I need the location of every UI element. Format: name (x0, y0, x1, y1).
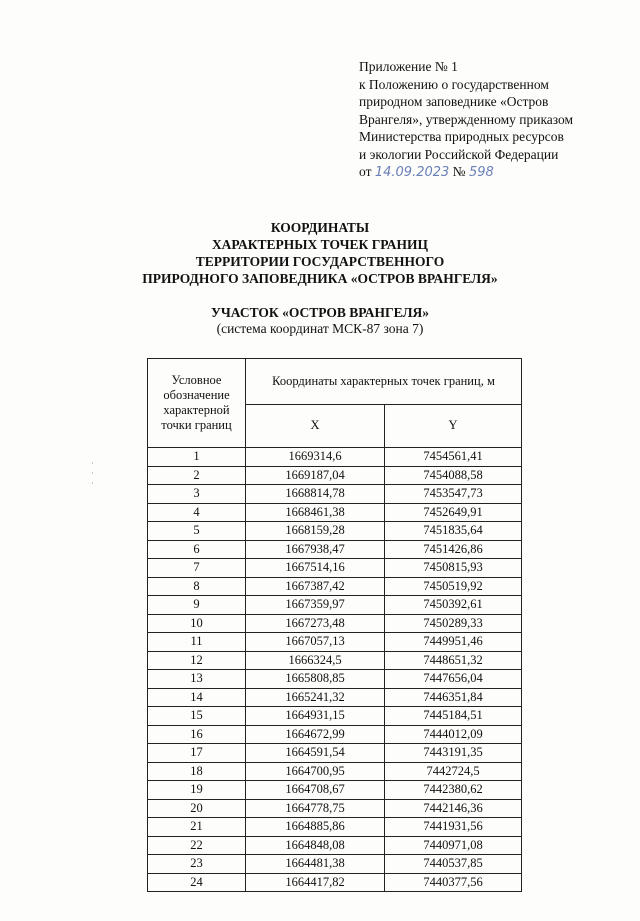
point-number: 15 (148, 707, 246, 726)
point-number: 22 (148, 836, 246, 855)
y-coordinate: 7442724,5 (385, 762, 522, 781)
column-header-point: Условное обозначение характерной точки границ (148, 359, 246, 448)
point-number: 11 (148, 633, 246, 652)
x-coordinate: 1668814,78 (246, 485, 385, 504)
point-number: 5 (148, 522, 246, 541)
point-number: 14 (148, 688, 246, 707)
table-body (148, 448, 522, 892)
y-coordinate: 7446351,84 (385, 688, 522, 707)
x-coordinate: 1664885,86 (246, 818, 385, 837)
y-coordinate: 7442380,62 (385, 781, 522, 800)
y-coordinate: 7440537,85 (385, 855, 522, 874)
point-number: 12 (148, 651, 246, 670)
table-row (148, 651, 522, 670)
table-row (148, 688, 522, 707)
table-row (148, 503, 522, 522)
order-number: 598 (468, 165, 494, 180)
y-coordinate: 7451835,64 (385, 522, 522, 541)
x-coordinate: 1668159,28 (246, 522, 385, 541)
table-row (148, 540, 522, 559)
y-coordinate: 7453547,73 (385, 485, 522, 504)
appendix-line: Врангеля», утвержденному приказом (359, 111, 574, 127)
x-coordinate: 1664672,99 (246, 725, 385, 744)
table-row (148, 762, 522, 781)
table-row (148, 873, 522, 892)
table-row (148, 744, 522, 763)
table-row (148, 836, 522, 855)
table-row (148, 781, 522, 800)
title-line: ТЕРРИТОРИИ ГОСУДАРСТВЕННОГО (195, 254, 445, 269)
x-coordinate: 1664708,67 (246, 781, 385, 800)
x-coordinate: 1667273,48 (246, 614, 385, 633)
table-row (148, 522, 522, 541)
appendix-header (359, 58, 573, 182)
order-number-label: № (452, 164, 466, 179)
x-coordinate: 1664591,54 (246, 744, 385, 763)
point-number: 4 (148, 503, 246, 522)
y-coordinate: 7440377,56 (385, 873, 522, 892)
y-coordinate: 7441931,56 (385, 818, 522, 837)
column-header-coordinates: Координаты характерных точек границ, м (246, 359, 522, 405)
y-coordinate: 7443191,35 (385, 744, 522, 763)
column-header-y: Y (385, 404, 522, 448)
table-row (148, 577, 522, 596)
table-row (148, 559, 522, 578)
x-coordinate: 1664848,08 (246, 836, 385, 855)
point-number: 13 (148, 670, 246, 689)
y-coordinate: 7454561,41 (385, 448, 522, 467)
table-row (148, 596, 522, 615)
x-coordinate: 1664481,38 (246, 855, 385, 874)
y-coordinate: 7444012,09 (385, 725, 522, 744)
x-coordinate: 1667057,13 (246, 633, 385, 652)
point-number: 18 (148, 762, 246, 781)
y-coordinate: 7450815,93 (385, 559, 522, 578)
table-row (148, 614, 522, 633)
x-coordinate: 1664931,15 (246, 707, 385, 726)
coordinate-system: (система координат МСК-87 зона 7) (216, 321, 424, 336)
table-row (148, 670, 522, 689)
coordinates-table (147, 358, 522, 892)
table-row (148, 466, 522, 485)
x-coordinate: 1664700,95 (246, 762, 385, 781)
y-coordinate: 7445184,51 (385, 707, 522, 726)
y-coordinate: 7450392,61 (385, 596, 522, 615)
x-coordinate: 1669187,04 (246, 466, 385, 485)
x-coordinate: 1665241,32 (246, 688, 385, 707)
order-from-label: от (359, 164, 372, 179)
point-number: 2 (148, 466, 246, 485)
point-number: 17 (148, 744, 246, 763)
y-coordinate: 7448651,32 (385, 651, 522, 670)
point-number: 24 (148, 873, 246, 892)
point-number: 6 (148, 540, 246, 559)
appendix-line: Министерства природных ресурсов (359, 129, 564, 144)
y-coordinate: 7452649,91 (385, 503, 522, 522)
x-coordinate: 1667938,47 (246, 540, 385, 559)
point-number: 8 (148, 577, 246, 596)
table-row (148, 485, 522, 504)
x-coordinate: 1667514,16 (246, 559, 385, 578)
y-coordinate: 7449951,46 (385, 633, 522, 652)
table-row (148, 707, 522, 726)
title-line: ХАРАКТЕРНЫХ ТОЧЕК ГРАНИЦ (211, 237, 429, 252)
point-number: 16 (148, 725, 246, 744)
appendix-line: к Положению о государственном (359, 76, 549, 92)
appendix-line: природном заповеднике «Остров (359, 94, 549, 109)
x-coordinate: 1664417,82 (246, 873, 385, 892)
table-row (148, 725, 522, 744)
y-coordinate: 7450519,92 (385, 577, 522, 596)
title-line: ПРИРОДНОГО ЗАПОВЕДНИКА «ОСТРОВ ВРАНГЕЛЯ» (142, 271, 498, 286)
point-number: 21 (148, 818, 246, 837)
table-row (148, 448, 522, 467)
table-row (148, 633, 522, 652)
appendix-line: и экологии Российской Федерации (359, 146, 559, 162)
section-heading (0, 305, 640, 337)
y-coordinate: 7451426,86 (385, 540, 522, 559)
y-coordinate: 7440971,08 (385, 836, 522, 855)
order-reference (359, 163, 573, 182)
y-coordinate: 7447656,04 (385, 670, 522, 689)
point-number: 9 (148, 596, 246, 615)
scan-artifact: · · · (91, 458, 94, 488)
point-number: 3 (148, 485, 246, 504)
point-number: 20 (148, 799, 246, 818)
x-coordinate: 1669314,6 (246, 448, 385, 467)
x-coordinate: 1664778,75 (246, 799, 385, 818)
x-coordinate: 1667359,97 (246, 596, 385, 615)
title-line: КООРДИНАТЫ (270, 220, 370, 235)
y-coordinate: 7450289,33 (385, 614, 522, 633)
x-coordinate: 1666324,5 (246, 651, 385, 670)
point-number: 7 (148, 559, 246, 578)
point-number: 1 (148, 448, 246, 467)
x-coordinate: 1667387,42 (246, 577, 385, 596)
table-row (148, 818, 522, 837)
point-number: 19 (148, 781, 246, 800)
point-number: 23 (148, 855, 246, 874)
table-row (148, 855, 522, 874)
order-date: 14.09.2023 (374, 165, 450, 180)
x-coordinate: 1668461,38 (246, 503, 385, 522)
section-name: УЧАСТОК «ОСТРОВ ВРАНГЕЛЯ» (210, 305, 430, 320)
table-row (148, 799, 522, 818)
y-coordinate: 7442146,36 (385, 799, 522, 818)
y-coordinate: 7454088,58 (385, 466, 522, 485)
appendix-line: Приложение № 1 (359, 59, 458, 74)
document-title (0, 219, 640, 287)
x-coordinate: 1665808,85 (246, 670, 385, 689)
column-header-x: X (246, 404, 385, 448)
point-number: 10 (148, 614, 246, 633)
